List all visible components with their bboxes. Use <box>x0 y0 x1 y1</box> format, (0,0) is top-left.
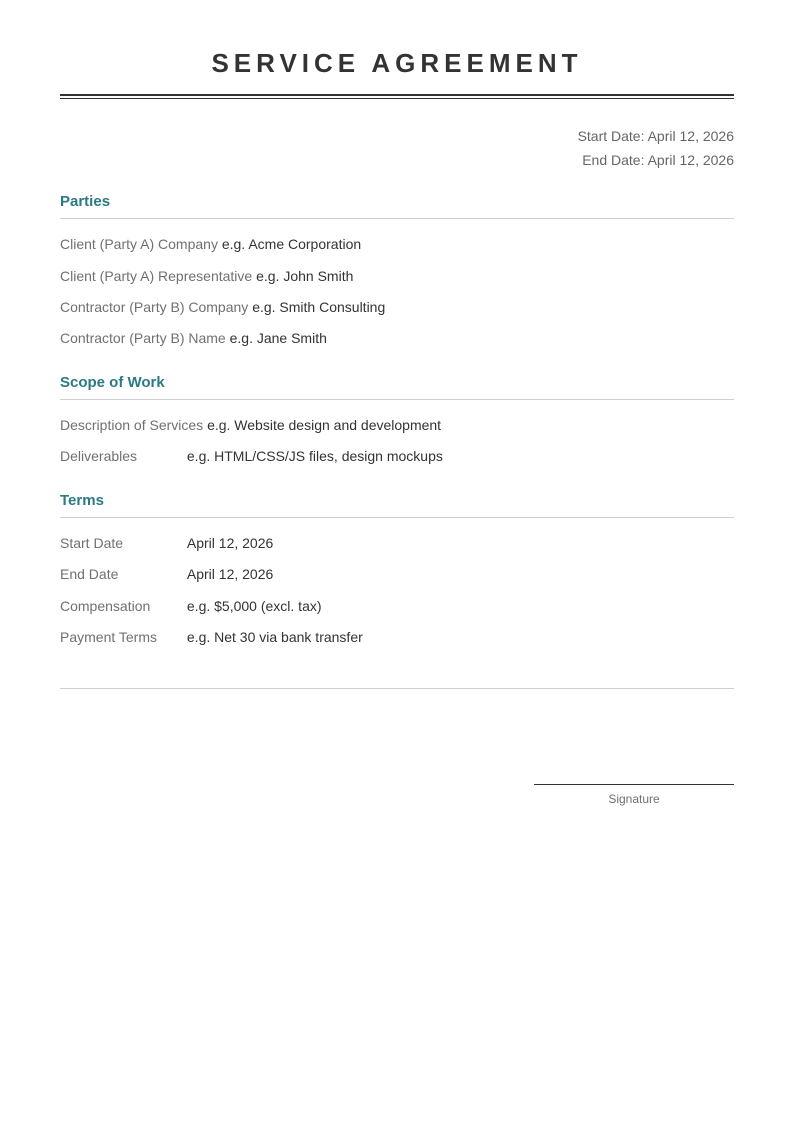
parties-row-contractor-name <box>60 328 734 348</box>
field-label: Description of Services <box>60 417 204 433</box>
section-rule-scope <box>60 399 734 400</box>
field-label: Start Date <box>60 535 124 551</box>
terms-row-start-date <box>60 533 734 553</box>
terms-row-compensation <box>60 596 734 616</box>
field-label: End Date <box>60 566 119 582</box>
parties-row-contractor-company <box>60 297 734 317</box>
section-heading-scope: Scope of Work <box>60 374 165 391</box>
field-label: Contractor (Party B) Name <box>60 330 226 346</box>
section-rule-parties <box>60 218 734 219</box>
field-value: e.g. Net 30 via bank transfer <box>186 629 363 645</box>
footer-divider <box>60 688 734 689</box>
field-label: Client (Party A) Company <box>60 236 218 252</box>
field-value: April 12, 2026 <box>186 535 274 551</box>
field-value: e.g. Acme Corporation <box>221 236 362 252</box>
field-value: e.g. John Smith <box>256 268 354 284</box>
section-heading-terms: Terms <box>60 492 104 509</box>
signature-line <box>534 784 734 785</box>
field-label: Contractor (Party B) Company <box>60 299 249 315</box>
signature-label: Signature <box>608 792 660 806</box>
header-end-date: End Date: April 12, 2026 <box>582 152 734 168</box>
section-rule-terms <box>60 517 734 518</box>
field-value: e.g. Website design and development <box>207 417 442 433</box>
terms-row-end-date <box>60 564 734 584</box>
title-double-rule <box>60 94 734 99</box>
field-label: Deliverables <box>60 448 138 464</box>
field-value: April 12, 2026 <box>186 566 274 582</box>
field-value: e.g. Jane Smith <box>229 330 327 346</box>
parties-row-client-company <box>60 234 734 254</box>
field-label: Payment Terms <box>60 629 157 645</box>
field-value: e.g. Smith Consulting <box>252 299 386 315</box>
field-label: Compensation <box>60 598 151 614</box>
field-label: Client (Party A) Representative <box>60 268 253 284</box>
document-title: SERVICE AGREEMENT <box>211 48 583 78</box>
parties-row-client-representative <box>60 266 734 286</box>
header-dates <box>578 124 734 172</box>
field-value: e.g. HTML/CSS/JS files, design mockups <box>186 448 443 464</box>
field-value: e.g. $5,000 (excl. tax) <box>186 598 322 614</box>
scope-row-description <box>60 415 734 435</box>
header-start-date: Start Date: April 12, 2026 <box>577 128 734 144</box>
terms-row-payment-terms <box>60 627 734 647</box>
scope-row-deliverables <box>60 446 734 466</box>
section-heading-parties: Parties <box>60 193 111 210</box>
